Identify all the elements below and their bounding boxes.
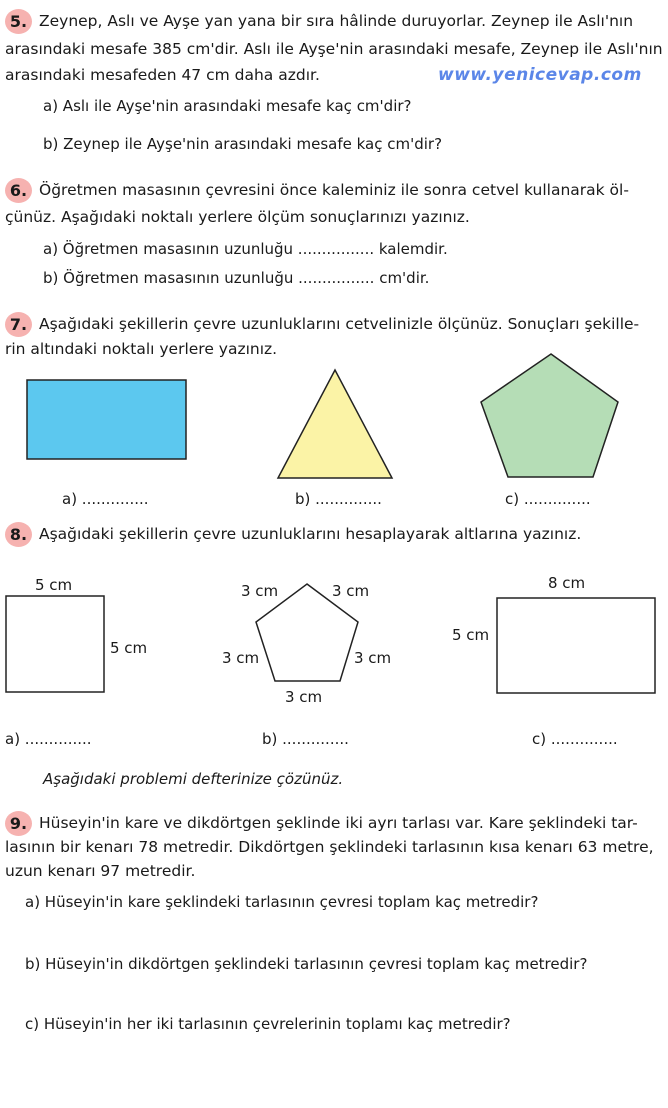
pentagon-top-left-label: 3 cm: [241, 582, 279, 600]
q7-number-badge: 7.: [5, 312, 32, 337]
q5-part-a: a) Aslı ile Ayşe'nin arasındaki mesafe kaç cm'dir?: [43, 97, 412, 115]
green-pentagon: [481, 354, 618, 477]
q9-text-line1: Hüseyin'in kare ve dikdörtgen şeklinde iki ayrı tarlası var. Kare şeklindeki tar-: [39, 814, 638, 832]
q5-text-line3: arasındaki mesafeden 47 cm daha azdır.: [5, 66, 320, 84]
q6-text-line2: çünüz. Aşağıdaki noktalı yerlere ölçüm sonuçlarınızı yazınız.: [5, 208, 470, 226]
yellow-triangle: [278, 370, 392, 478]
q5-text-line2: arasındaki mesafe 385 cm'dir. Aslı ile Ayşe'nin arasındaki mesafe, Zeynep ile Aslı'nın: [5, 40, 663, 58]
q6-part-a: a) Öğretmen masasının uzunluğu ................ kalemdir.: [43, 240, 448, 258]
q7-text-line1: Aşağıdaki şekillerin çevre uzunluklarını cetvelinizle ölçünüz. Sonuçları şekille-: [39, 315, 640, 333]
q5-text-line1: Zeynep, Aslı ve Ayşe yan yana bir sıra hâlinde duruyorlar. Zeynep ile Aslı'nın: [39, 12, 634, 30]
q5-line1: [5, 9, 633, 34]
q9-part-b: b) Hüseyin'in dikdörtgen şeklindeki tarlasının çevresi toplam kaç metredir?: [25, 955, 588, 973]
q7-shapes: [0, 350, 668, 490]
q6-line1: [5, 178, 629, 203]
q7-answer-c: c) ..............: [505, 490, 591, 508]
q7-text-line2: rin altındaki noktalı yerlere yazınız.: [5, 340, 278, 358]
q8-line1: [5, 522, 581, 547]
q9-text-line3: uzun kenarı 97 metredir.: [5, 862, 196, 880]
square-side-label: 5 cm: [110, 639, 148, 657]
q9-number-badge: 9.: [5, 811, 32, 836]
q5-number-badge: 5.: [5, 9, 32, 34]
q8-text-line1: Aşağıdaki şekillerin çevre uzunluklarını hesaplayarak altlarına yazınız.: [39, 525, 582, 543]
watermark: www.yenicevap.com: [438, 65, 642, 85]
pentagon-right-label: 3 cm: [354, 649, 392, 667]
q9-part-a: a) Hüseyin'in kare şeklindeki tarlasının çevresi toplam kaç metredir?: [25, 893, 539, 911]
q7-line1: [5, 312, 639, 337]
square-top-label: 5 cm: [35, 576, 73, 594]
square-shape: [6, 596, 104, 692]
q9-line1: [5, 811, 638, 836]
blue-rectangle: [27, 380, 186, 459]
q8-instruction: Aşağıdaki problemi defterinize çözünüz.: [43, 770, 344, 788]
pentagon-top-right-label: 3 cm: [332, 582, 370, 600]
q6-number-badge: 6.: [5, 178, 32, 203]
q8-answer-c: c) ..............: [532, 730, 618, 748]
pentagon-left-label: 3 cm: [222, 649, 260, 667]
q6-text-line1: Öğretmen masasının çevresini önce kaleminiz ile sonra cetvel kullanarak öl-: [39, 181, 629, 199]
rectangle-top-label: 8 cm: [548, 574, 586, 592]
rectangle-shape: [497, 598, 655, 693]
q9-part-c: c) Hüseyin'in her iki tarlasının çevrelerinin toplamı kaç metredir?: [25, 1015, 511, 1033]
q7-answer-b: b) ..............: [295, 490, 382, 508]
q8-answer-b: b) ..............: [262, 730, 349, 748]
q8-number-badge: 8.: [5, 522, 32, 547]
q7-answer-a: a) ..............: [62, 490, 149, 508]
rectangle-side-label: 5 cm: [452, 626, 490, 644]
q9-text-line2: lasının bir kenarı 78 metredir. Dikdörtgen şeklindeki tarlasının kısa kenarı 63 metre,: [5, 838, 654, 856]
pentagon-bottom-label: 3 cm: [285, 688, 323, 706]
q6-part-b: b) Öğretmen masasının uzunluğu ................ cm'dir.: [43, 269, 430, 287]
q5-part-b: b) Zeynep ile Ayşe'nin arasındaki mesafe kaç cm'dir?: [43, 135, 443, 153]
q8-answer-a: a) ..............: [5, 730, 92, 748]
